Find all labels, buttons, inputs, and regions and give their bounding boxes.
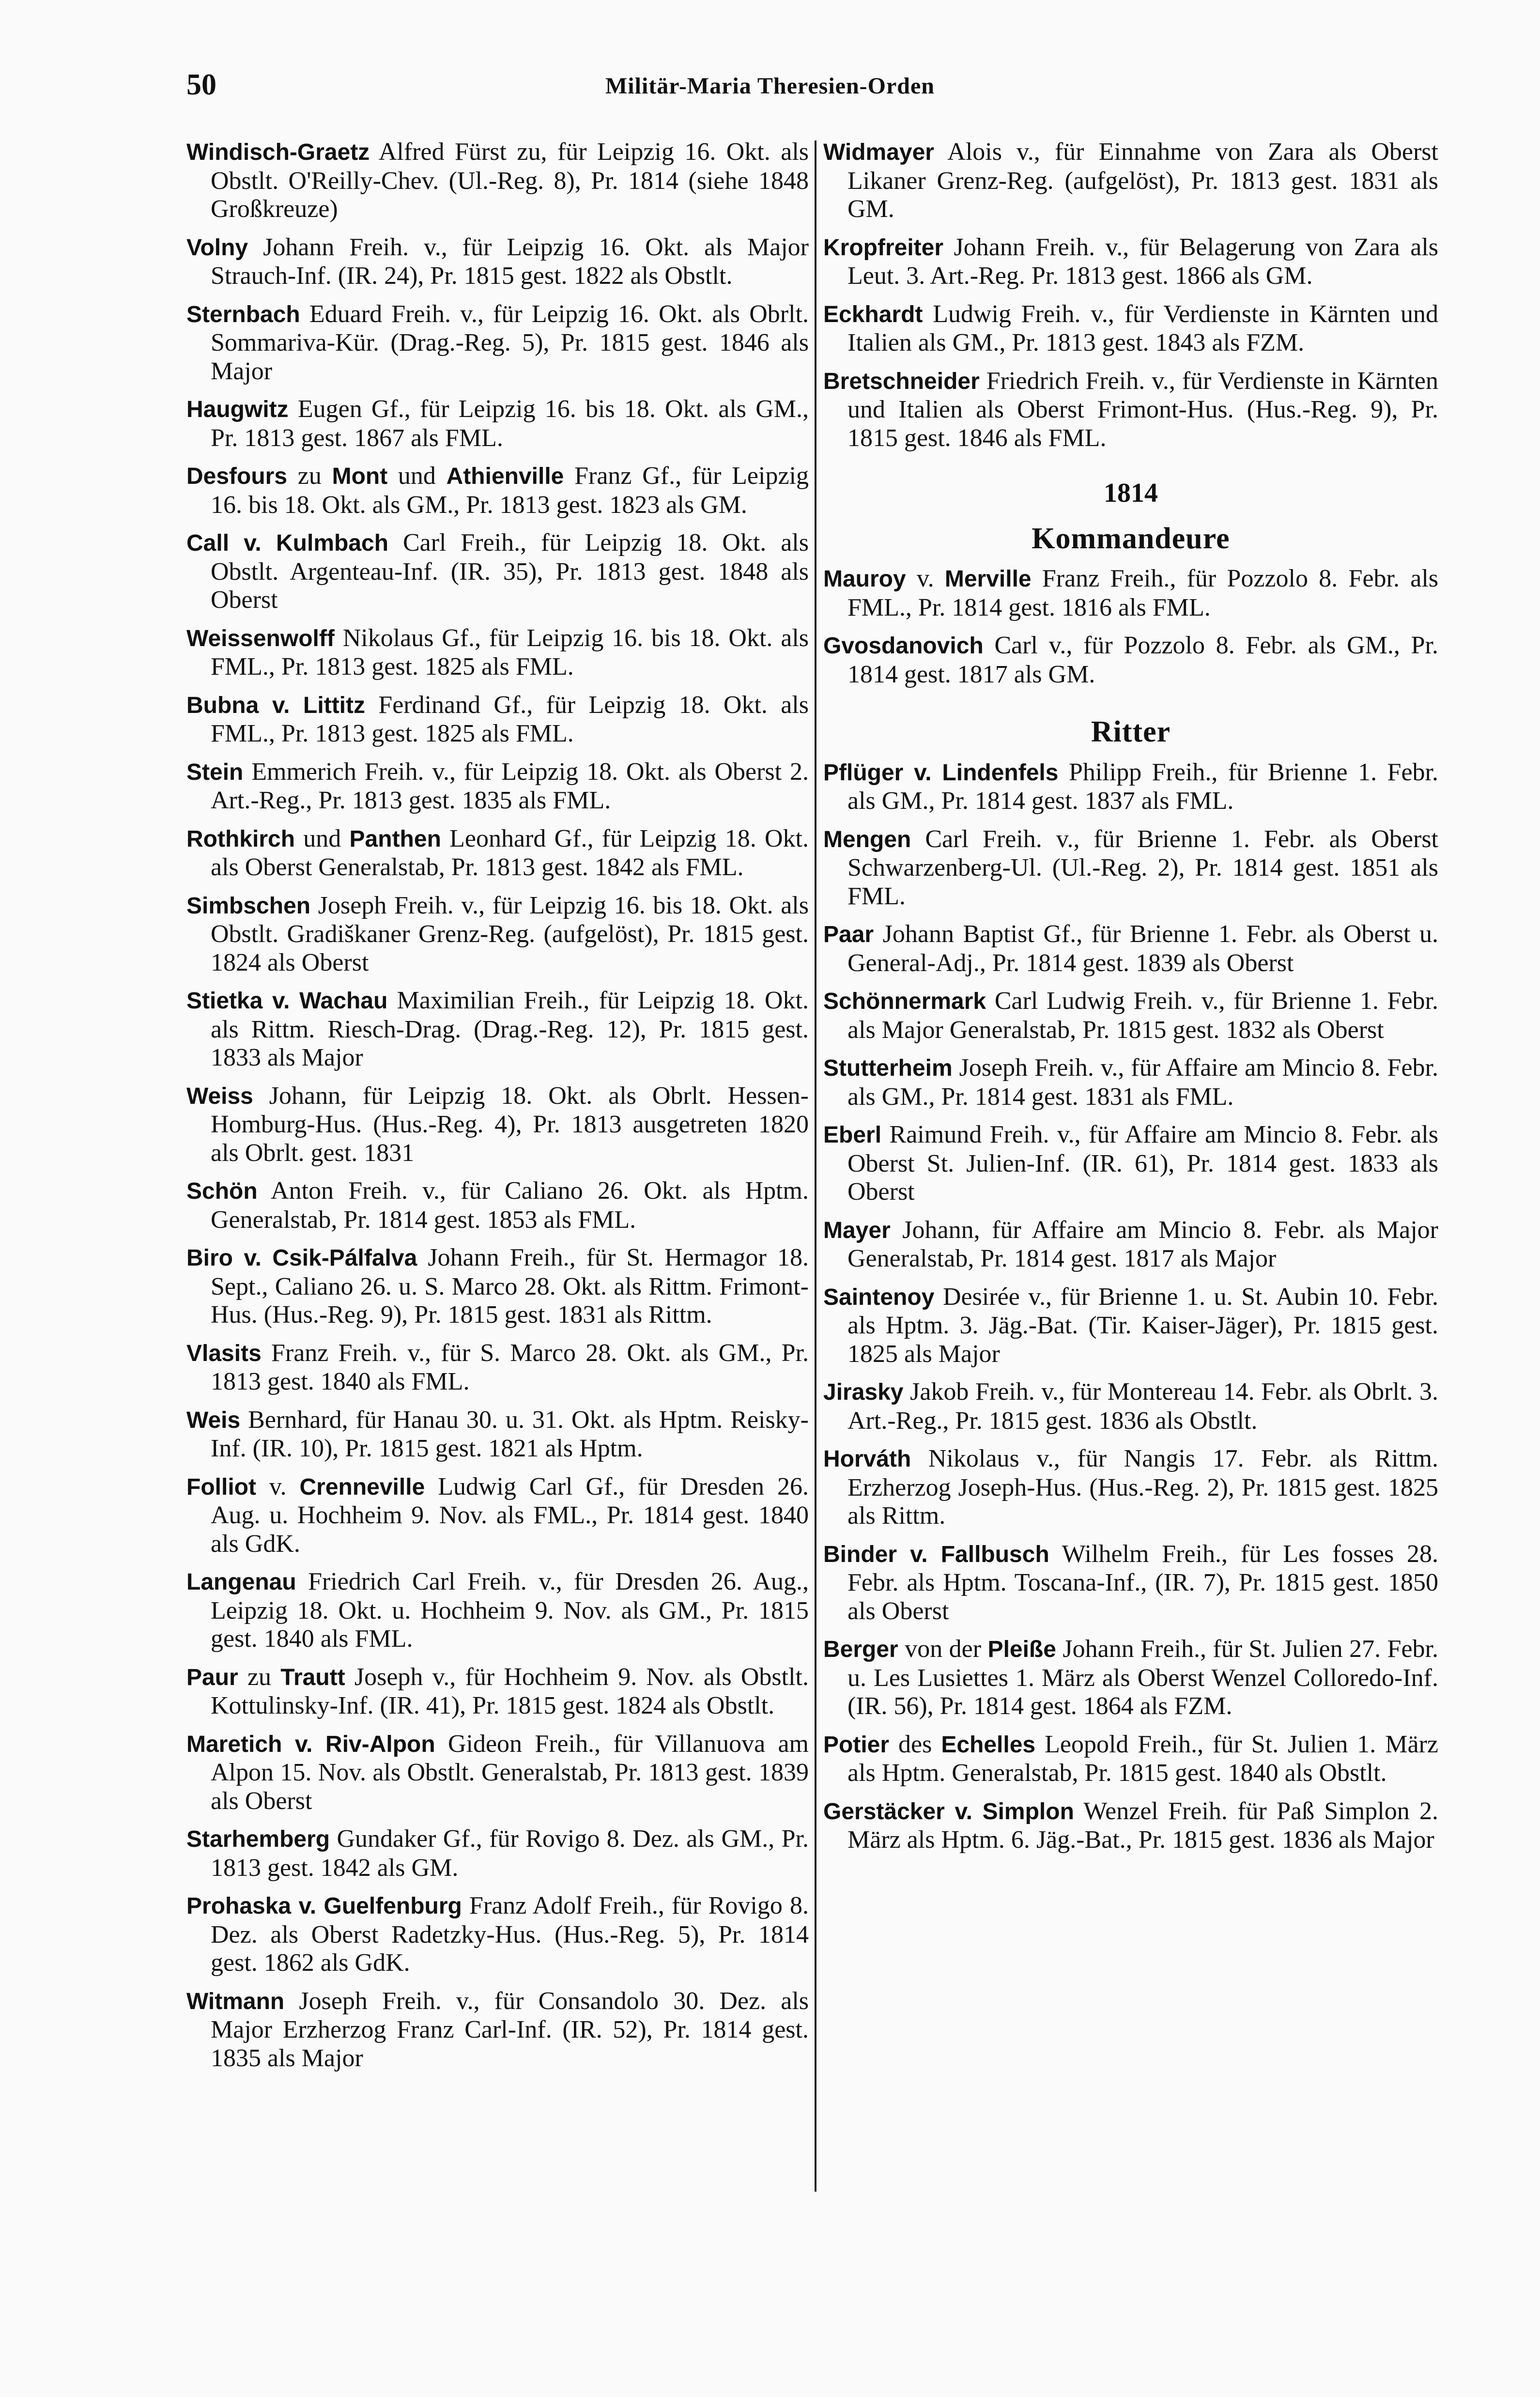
entry-name: Berger	[823, 1637, 898, 1662]
list-item	[823, 138, 1438, 224]
list-item	[823, 300, 1438, 357]
entry-text: Maximilian Freih., für Leipzig 18. Okt. als Rittm. Riesch-Drag. (Drag.-Reg. 12), Pr. 1815 gest. 1833 als Major	[211, 987, 809, 1071]
entry-name: Stietka v. Wachau	[186, 988, 388, 1014]
entry-text: Joseph Freih. v., für Leipzig 16. bis 18. Okt. als Obstlt. Gradiškaner Grenz-Reg. (aufgelöst), Pr. 1815 gest. 1824 als Oberst	[211, 891, 809, 976]
entry-text: Bernhard, für Hanau 30. u. 31. Okt. als Hptm. Reisky-Inf. (IR. 10), Pr. 1815 gest. 1821 als Hptm.	[211, 1406, 809, 1462]
kommandeure-list	[823, 565, 1438, 689]
entry-text: Eduard Freih. v., für Leipzig 16. Okt. als Obrlt. Sommariva-Kür. (Drag.-Reg. 5), Pr. 1815 gest. 1846 als Major	[211, 300, 809, 385]
entry-text: Franz Freih. v., für S. Marco 28. Okt. als GM., Pr. 1813 gest. 1840 als FML.	[211, 1339, 809, 1395]
entry-name: Merville	[944, 566, 1032, 592]
entry-text: Leopold Freih., für St. Julien 1. März als Hptm. Generalstab, Pr. 1815 gest. 1840 als Obstlt.	[847, 1730, 1438, 1787]
list-item	[823, 1635, 1438, 1721]
entry-name: Stutterheim	[823, 1055, 953, 1081]
entry-text: Johann, für Affaire am Mincio 8. Febr. als Major Generalstab, Pr. 1814 gest. 1817 als Major	[847, 1216, 1438, 1272]
entry-name: Mont	[332, 464, 388, 489]
list-item	[823, 1540, 1438, 1626]
entry-name: Paur	[186, 1664, 238, 1690]
entry-name: Windisch-Graetz	[186, 139, 370, 165]
entry-text: Eugen Gf., für Leipzig 16. bis 18. Okt. als GM., Pr. 1813 gest. 1867 als FML.	[211, 395, 809, 452]
entry-text: Gundaker Gf., für Rovigo 8. Dez. als GM., Pr. 1813 gest. 1842 als GM.	[211, 1825, 809, 1882]
entry-text: Wilhelm Freih., für Les fosses 28. Febr. als Hptm. Toscana-Inf., (IR. 7), Pr. 1815 gest. 1850 als Oberst	[847, 1540, 1438, 1625]
entry-name: Weis	[186, 1407, 241, 1433]
year-heading: 1814	[1104, 478, 1158, 508]
entry-name: Pleiße	[987, 1637, 1056, 1662]
entry-text: Wenzel Freih. für Paß Simplon 2. März als Hptm. 6. Jäg.-Bat., Pr. 1815 gest. 1836 als Major	[847, 1797, 1438, 1854]
entry-text: Franz Freih., für Pozzolo 8. Febr. als FML., Pr. 1814 gest. 1816 als FML.	[847, 565, 1439, 621]
list-item	[823, 825, 1438, 911]
entry-name: Potier	[823, 1732, 890, 1758]
list-item	[186, 462, 809, 519]
entry-name: Maretich v. Riv-Alpon	[186, 1731, 435, 1757]
list-item	[186, 395, 809, 452]
kommandeure-heading: Kommandeure	[1032, 522, 1230, 555]
list-item	[823, 1731, 1438, 1788]
list-item	[823, 233, 1438, 291]
entry-name: Gvosdanovich	[823, 633, 984, 659]
entry-name: Binder v. Fallbusch	[823, 1541, 1049, 1567]
entry-text: Gideon Freih., für Villanuova am Alpon 15. Nov. als Obstlt. Generalstab, Pr. 1813 gest. 1839 als Oberst	[211, 1730, 809, 1815]
list-item	[823, 758, 1438, 816]
entry-text: von der	[898, 1635, 988, 1663]
entry-text: Alois v., für Einnahme von Zara als Oberst Likaner Grenz-Reg. (aufgelöst), Pr. 1813 gest. 1831 als GM.	[847, 138, 1438, 223]
entry-name: Widmayer	[823, 139, 934, 165]
entry-name: Biro v. Csik-Pálfalva	[186, 1245, 417, 1271]
entry-text: v.	[256, 1472, 300, 1500]
entry-text: Johann Freih. v., für Belagerung von Zara als Leut. 3. Art.-Reg. Pr. 1813 gest. 1866 als GM.	[847, 233, 1438, 290]
entry-name: Stein	[186, 759, 244, 785]
entry-name: Bubna v. Littitz	[186, 692, 365, 718]
list-item	[186, 529, 809, 615]
list-item	[186, 1406, 809, 1463]
entry-text: des	[889, 1730, 941, 1758]
entry-name: Mayer	[823, 1217, 891, 1243]
list-item	[823, 1054, 1438, 1111]
entry-name: Trautt	[280, 1664, 345, 1690]
list-item	[186, 892, 809, 977]
entry-name: Simbschen	[186, 893, 311, 919]
entry-text: Carl v., für Pozzolo 8. Febr. als GM., Pr. 1814 gest. 1817 als GM.	[847, 632, 1438, 688]
entry-name: Mengen	[823, 826, 911, 852]
entry-text: Joseph Freih. v., für Affaire am Mincio 8. Febr. als GM., Pr. 1814 gest. 1831 als FML.	[847, 1054, 1438, 1111]
list-item	[823, 987, 1438, 1044]
entry-text: Johann Freih. v., für Leipzig 16. Okt. als Major Strauch-Inf. (IR. 24), Pr. 1815 gest. 1822 als Obstlt.	[211, 233, 809, 290]
list-item	[823, 1797, 1438, 1855]
entry-name: Weissenwolff	[186, 625, 335, 651]
list-item	[186, 1177, 809, 1234]
entry-text: Johann Baptist Gf., für Brienne 1. Febr. als Oberst u. General-Adj., Pr. 1814 gest. 1839 als Oberst	[847, 920, 1438, 977]
entry-text: Alfred Fürst zu, für Leipzig 16. Okt. als Obstlt. O'Reilly-Chev. (Ul.-Reg. 8), Pr. 1814 (siehe 1848 Großkreuze)	[211, 138, 809, 223]
entry-text: Ludwig Carl Gf., für Dresden 26. Aug. u. Hochheim 9. Nov. als FML., Pr. 1814 gest. 1840 als GdK.	[211, 1472, 809, 1558]
entry-text: Franz Adolf Freih., für Rovigo 8. Dez. als Oberst Radetzky-Hus. (Hus.-Reg. 5), Pr. 1814 gest. 1862 als GdK.	[211, 1892, 809, 1977]
running-title: Militär-Maria Theresien-Orden	[605, 73, 935, 99]
entry-text: und	[295, 824, 350, 852]
entry-name: Langenau	[186, 1569, 296, 1595]
entry-text: Jakob Freih. v., für Montereau 14. Febr. als Obrlt. 3. Art.-Reg., Pr. 1815 gest. 1836 als Obstlt.	[847, 1378, 1438, 1435]
list-item	[823, 1216, 1438, 1273]
entry-name: Crenneville	[299, 1474, 425, 1500]
entry-text: zu	[238, 1663, 281, 1691]
entry-text: v.	[906, 565, 945, 592]
list-item	[186, 1244, 809, 1330]
entry-text: zu	[287, 462, 332, 490]
list-item	[186, 691, 809, 748]
right-column	[823, 138, 1438, 1864]
left-column	[186, 138, 809, 2082]
entry-name: Desfours	[186, 464, 288, 489]
entry-text: Franz Gf., für Leipzig 16. bis 18. Okt. als GM., Pr. 1813 gest. 1823 als GM.	[211, 462, 809, 519]
entry-text: Carl Ludwig Freih. v., für Brienne 1. Febr. als Major Generalstab, Pr. 1815 gest. 1832 als Oberst	[847, 987, 1438, 1044]
list-item	[823, 1378, 1438, 1435]
entry-name: Panthen	[349, 826, 441, 852]
entry-text: Carl Freih. v., für Brienne 1. Febr. als Oberst Schwarzenberg-Ul. (Ul.-Reg. 2), Pr. 1814 gest. 1851 als FML.	[847, 825, 1438, 910]
list-item	[186, 233, 809, 291]
list-item	[823, 1445, 1438, 1531]
entry-name: Jirasky	[823, 1379, 904, 1405]
list-item	[186, 1825, 809, 1882]
list-item	[186, 1730, 809, 1816]
entry-text: Ferdinand Gf., für Leipzig 18. Okt. als FML., Pr. 1813 gest. 1825 als FML.	[211, 691, 809, 747]
ritter-heading: Ritter	[1091, 715, 1171, 748]
entry-name: Weiss	[186, 1083, 253, 1109]
entry-text: Ludwig Freih. v., für Verdienste in Kärnten und Italien als GM., Pr. 1813 gest. 1843 als FZM.	[847, 300, 1438, 356]
entry-name: Witmann	[186, 1988, 285, 2014]
entry-text: Johann, für Leipzig 18. Okt. als Obrlt. Hessen-Homburg-Hus. (Hus.-Reg. 4), Pr. 1813 ausgetreten 1820 als Obrlt. gest. 1831	[211, 1082, 809, 1167]
list-item	[186, 987, 809, 1072]
list-item	[823, 565, 1438, 622]
list-item	[823, 1121, 1438, 1206]
list-item	[823, 632, 1438, 689]
entry-text: Raimund Freih. v., für Affaire am Mincio 8. Febr. als Oberst St. Julien-Inf. (IR. 61), Pr. 1814 gest. 1833 als Oberst	[847, 1121, 1438, 1206]
entry-name: Volny	[186, 234, 248, 261]
entry-text: Joseph Freih. v., für Consandolo 30. Dez. als Major Erzherzog Franz Carl-Inf. (IR. 52), Pr. 1814 gest. 1835 als Major	[211, 1987, 809, 2072]
entry-name: Prohaska v. Guelfenburg	[186, 1893, 462, 1919]
list-item	[186, 1663, 809, 1720]
entry-name: Sternbach	[186, 301, 300, 327]
list-item	[186, 1568, 809, 1654]
list-item	[186, 1339, 809, 1396]
entry-name: Rothkirch	[186, 826, 295, 852]
entry-text: Anton Freih. v., für Caliano 26. Okt. als Hptm. Generalstab, Pr. 1814 gest. 1853 als FML.	[211, 1177, 809, 1234]
list-item	[186, 138, 809, 224]
entry-name: Pflüger v. Lindenfels	[823, 759, 1059, 786]
list-item	[823, 367, 1438, 453]
list-item	[823, 1283, 1438, 1369]
entry-text: Philipp Freih., für Brienne 1. Febr. als GM., Pr. 1814 gest. 1837 als FML.	[847, 758, 1439, 815]
entry-text: Emmerich Freih. v., für Leipzig 18. Okt. als Oberst 2. Art.-Reg., Pr. 1813 gest. 1835 als FML.	[211, 758, 809, 814]
entry-text: Friedrich Carl Freih. v., für Dresden 26. Aug., Leipzig 18. Okt. u. Hochheim 9. Nov. als GM., Pr. 1815 gest. 1840 als FML.	[211, 1568, 809, 1653]
entry-name: Folliot	[186, 1474, 256, 1500]
entry-name: Eckhardt	[823, 301, 923, 327]
entry-name: Haugwitz	[186, 397, 289, 422]
list-item	[186, 758, 809, 815]
entry-name: Eberl	[823, 1122, 882, 1148]
entry-text: Joseph v., für Hochheim 9. Nov. als Obstlt. Kottulinsky-Inf. (IR. 41), Pr. 1815 gest. 1824 als Obstlt.	[211, 1663, 809, 1719]
list-item	[823, 920, 1438, 977]
entry-name: Schön	[186, 1178, 258, 1204]
entry-name: Saintenoy	[823, 1284, 935, 1310]
entry-name: Call v. Kulmbach	[186, 530, 389, 556]
entry-name: Starhemberg	[186, 1826, 330, 1852]
entry-text: Johann Freih., für St. Hermagor 18. Sept., Caliano 26. u. S. Marco 28. Okt. als Rittm. Frimont-Hus. (Hus.-Reg. 9), Pr. 1815 gest. 1831 als Rittm.	[211, 1244, 809, 1329]
entry-name: Kropfreiter	[823, 234, 944, 261]
column-divider	[815, 140, 816, 2192]
entry-name: Bretschneider	[823, 368, 980, 394]
entry-text: Friedrich Freih. v., für Verdienste in Kärnten und Italien als Oberst Frimont-Hus. (Hus.-Reg. 9), Pr. 1815 gest. 1846 als FML.	[847, 367, 1438, 452]
list-item	[186, 624, 809, 681]
list-item	[186, 300, 809, 386]
right-column-entries	[823, 138, 1438, 452]
entry-text: Nikolaus v., für Nangis 17. Febr. als Rittm. Erzherzog Joseph-Hus. (Hus.-Reg. 2), Pr. 1815 gest. 1825 als Rittm.	[847, 1445, 1438, 1530]
entry-text: Carl Freih., für Leipzig 18. Okt. als Obstlt. Argenteau-Inf. (IR. 35), Pr. 1813 gest. 1848 als Oberst	[211, 529, 809, 614]
entry-name: Gerstäcker v. Simplon	[823, 1798, 1074, 1825]
entry-name: Schönnermark	[823, 989, 986, 1014]
entry-name: Horváth	[823, 1446, 911, 1472]
entry-text: Desirée v., für Brienne 1. u. St. Aubin 10. Febr. als Hptm. 3. Jäg.-Bat. (Tir. Kaiser-Jäger), Pr. 1815 gest. 1825 als Major	[847, 1283, 1438, 1368]
entry-name: Mauroy	[823, 566, 906, 592]
entry-name: Paar	[823, 922, 874, 947]
list-item	[186, 1082, 809, 1168]
entry-text: Johann Freih., für St. Julien 27. Febr. u. Les Lusiettes 1. März als Oberst Wenzel Colloredo-Inf. (IR. 56), Pr. 1814 gest. 1864 als FZM.	[847, 1635, 1438, 1720]
entry-text: und	[387, 462, 447, 490]
list-item	[186, 1892, 809, 1978]
entry-name: Vlasits	[186, 1340, 262, 1366]
entry-name: Echelles	[941, 1732, 1036, 1758]
entry-name: Athienville	[446, 464, 564, 489]
page-number: 50	[186, 68, 216, 101]
list-item	[186, 825, 809, 882]
list-item	[186, 1987, 809, 2073]
entry-text: Nikolaus Gf., für Leipzig 16. bis 18. Okt. als FML., Pr. 1813 gest. 1825 als FML.	[211, 624, 809, 680]
ritter-list	[823, 758, 1438, 1855]
list-item	[186, 1473, 809, 1559]
entry-text: Leonhard Gf., für Leipzig 18. Okt. als Oberst Generalstab, Pr. 1813 gest. 1842 als FML.	[211, 824, 809, 881]
